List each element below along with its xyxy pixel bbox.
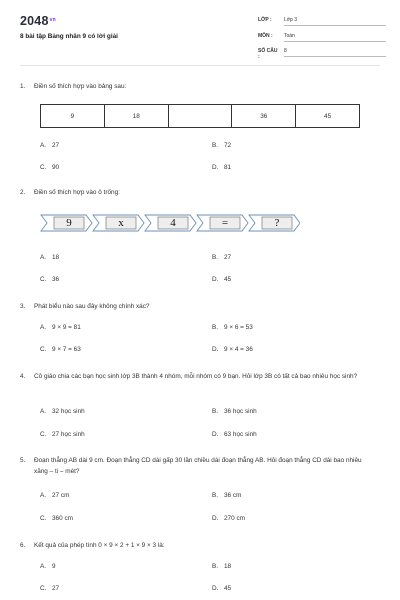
option-key: C.	[40, 346, 47, 353]
option-text: 36	[52, 276, 60, 283]
option-key: C.	[40, 431, 47, 438]
option-c[interactable]	[40, 585, 59, 592]
option-text: 81	[224, 164, 232, 171]
option-key: A.	[40, 492, 47, 499]
option-text: 32 học sinh	[52, 408, 85, 415]
option-text: 90	[52, 164, 60, 171]
option-text: 9 × 4 = 36	[224, 346, 253, 353]
option-a[interactable]	[40, 324, 81, 331]
meta-subject-value: Toán	[284, 33, 386, 42]
option-text: 9	[52, 563, 56, 570]
option-text: 45	[224, 585, 232, 592]
question-text: Điền số thích hợp vào bảng sau:	[34, 83, 127, 90]
question-text: Phát biểu nào sau đây không chính xác?	[34, 303, 150, 310]
option-key: C.	[40, 276, 47, 283]
option-a[interactable]	[40, 492, 69, 499]
question-number: 6.	[20, 542, 26, 549]
option-text: 72	[224, 142, 232, 149]
meta-count-value: 8	[284, 48, 386, 57]
chain-answer-blank[interactable]: ?	[274, 217, 280, 229]
table-cell: 36	[232, 105, 296, 128]
option-text: 27	[224, 254, 232, 261]
question-number: 4.	[20, 373, 26, 380]
table-cell: 45	[296, 105, 360, 128]
option-key: D.	[212, 346, 219, 353]
option-b[interactable]	[212, 408, 257, 415]
chain-value-1: 9	[66, 217, 72, 229]
option-key: B.	[212, 142, 219, 149]
option-c[interactable]	[40, 515, 73, 522]
header-divider	[20, 65, 380, 66]
chain-operator-multiply: x	[118, 217, 124, 229]
table-cell: 9	[41, 105, 105, 128]
page-title: 8 bài tập Bảng nhân 9 có lời giải	[20, 33, 118, 40]
logo-text: 2048	[20, 14, 49, 28]
option-text: 9 × 7 = 63	[52, 346, 81, 353]
question-text: Điền số thích hợp vào ô trống:	[34, 189, 120, 196]
option-text: 36 cm	[224, 492, 242, 499]
option-b[interactable]	[212, 142, 231, 149]
option-a[interactable]	[40, 254, 59, 261]
option-key: D.	[212, 276, 219, 283]
meta-class-value: Lớp 3	[284, 17, 386, 26]
option-text: 9 × 9 = 81	[52, 324, 81, 331]
option-text: 27	[52, 585, 60, 592]
question-number: 2.	[20, 189, 26, 196]
option-a[interactable]	[40, 563, 56, 570]
question-text: Cô giáo chia các bạn học sinh lớp 3B thành 4 nhóm, mỗi nhóm có 9 bạn. Hỏi lớp 3B có tất cả bao nhiêu học sinh?	[34, 373, 358, 380]
option-key: A.	[40, 254, 47, 261]
option-c[interactable]	[40, 164, 59, 171]
option-c[interactable]	[40, 346, 81, 353]
option-key: B.	[212, 324, 219, 331]
option-a[interactable]	[40, 408, 85, 415]
option-b[interactable]	[212, 563, 231, 570]
option-text: 27	[52, 142, 60, 149]
option-key: D.	[212, 431, 219, 438]
option-key: C.	[40, 164, 47, 171]
chain-value-2: 4	[170, 217, 176, 229]
option-key: B.	[212, 408, 219, 415]
option-key: A.	[40, 142, 47, 149]
option-key: D.	[212, 164, 219, 171]
option-text: 45	[224, 276, 232, 283]
option-text: 18	[224, 563, 232, 570]
table-cell-blank[interactable]	[168, 105, 232, 128]
chain-operator-equals: =	[221, 217, 229, 229]
meta-count-label: SỐ CÂU :	[258, 48, 278, 60]
question-number: 1.	[20, 83, 26, 90]
question-number: 5.	[20, 457, 26, 464]
option-text: 27 học sinh	[52, 431, 85, 438]
option-key: D.	[212, 515, 219, 522]
option-key: B.	[212, 492, 219, 499]
option-text: 9 × 6 = 53	[224, 324, 253, 331]
number-table	[40, 104, 360, 128]
option-key: A.	[40, 408, 47, 415]
option-text: 18	[52, 254, 60, 261]
option-key: A.	[40, 563, 47, 570]
option-key: A.	[40, 324, 47, 331]
option-text: 36 học sinh	[224, 408, 257, 415]
question-text: Đoạn thẳng AB dài 9 cm. Đoạn thẳng CD dài gấp 30 lần chiều dài đoạn thẳng AB. Hỏi đoạn thẳng CD dài bao nhiêu xăng – ti – mét?	[34, 457, 362, 475]
option-d[interactable]	[212, 164, 231, 171]
option-d[interactable]	[212, 431, 257, 438]
table-row	[41, 105, 360, 128]
option-c[interactable]	[40, 276, 59, 283]
option-b[interactable]	[212, 492, 241, 499]
option-text: 270 cm	[224, 515, 245, 522]
meta-subject-label: MÔN :	[258, 33, 273, 39]
logo-suffix: vn	[49, 17, 56, 23]
question-number: 3.	[20, 303, 26, 310]
option-text: 63 học sinh	[224, 431, 257, 438]
option-d[interactable]	[212, 346, 253, 353]
option-text: 27 cm	[52, 492, 70, 499]
option-key: D.	[212, 585, 219, 592]
site-logo[interactable]	[20, 14, 56, 28]
table-cell: 18	[104, 105, 168, 128]
option-d[interactable]	[212, 276, 231, 283]
option-a[interactable]	[40, 142, 59, 149]
option-text: 360 cm	[52, 515, 73, 522]
option-c[interactable]	[40, 431, 85, 438]
option-d[interactable]	[212, 585, 231, 592]
question-text: Kết quả của phép tính 0 × 9 × 2 + 1 × 9 × 3 là:	[34, 542, 165, 549]
option-d[interactable]	[212, 515, 245, 522]
option-key: C.	[40, 585, 47, 592]
option-key: C.	[40, 515, 47, 522]
option-b[interactable]	[212, 254, 231, 261]
option-key: B.	[212, 254, 219, 261]
option-b[interactable]	[212, 324, 253, 331]
calculation-chain	[40, 212, 300, 234]
option-key: B.	[212, 563, 219, 570]
meta-class-label: LỚP :	[258, 17, 272, 23]
